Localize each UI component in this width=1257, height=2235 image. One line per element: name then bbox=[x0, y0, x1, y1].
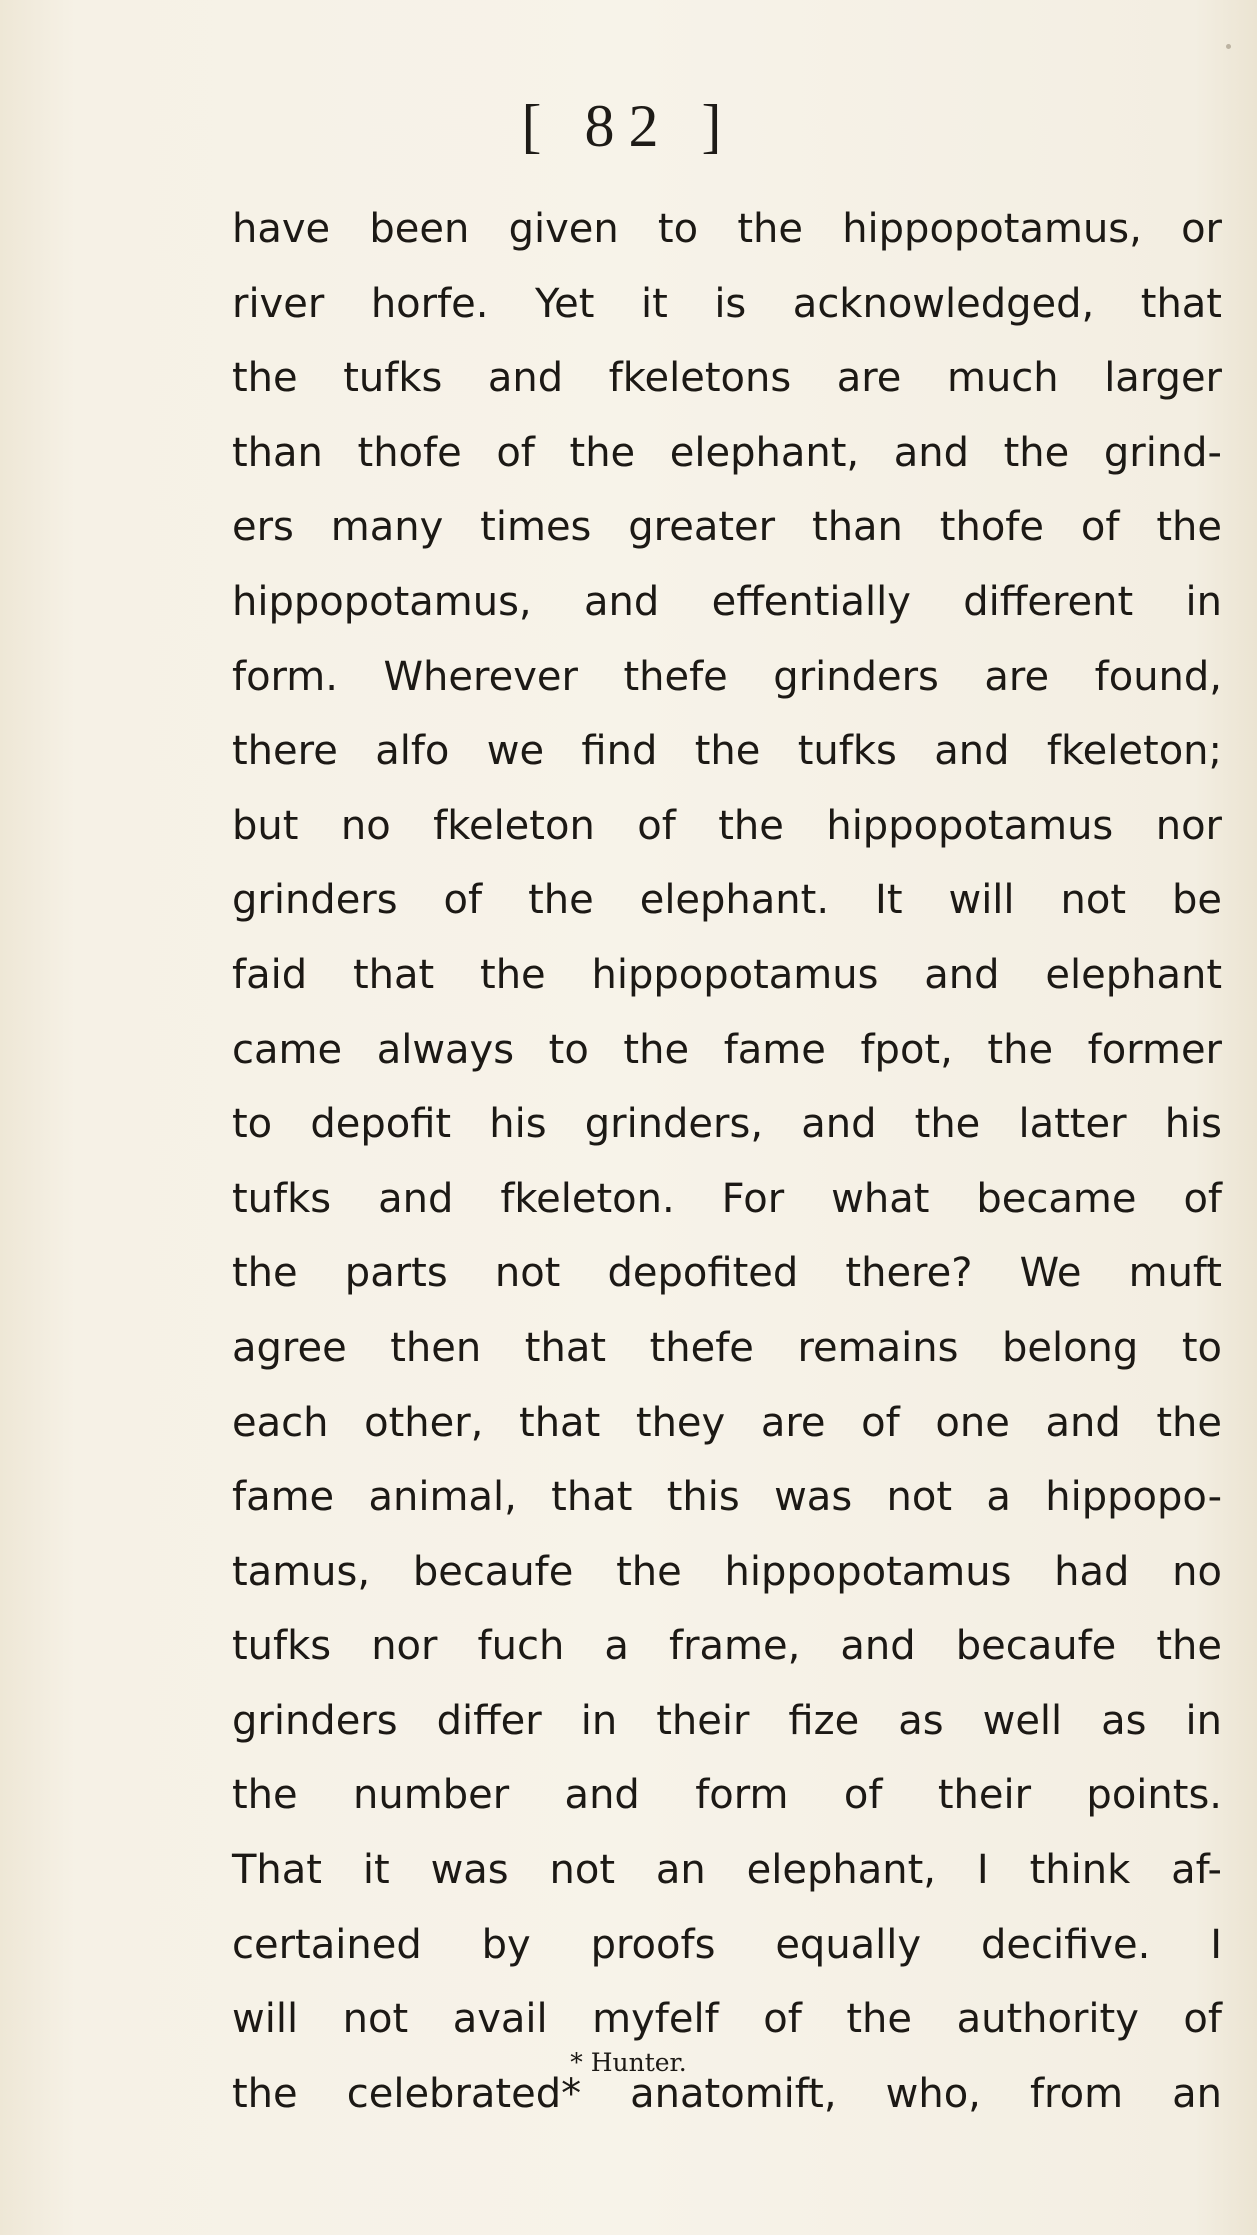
text-line: have been given to the hippopotamus, or bbox=[232, 206, 1222, 252]
text-line: grinders of the elephant. It will not be bbox=[232, 877, 1222, 924]
text-line: the parts not depofited there? We muft bbox=[232, 1250, 1222, 1297]
text-line: to depofit his grinders, and the latter his bbox=[232, 1101, 1222, 1148]
text-line: but no fkeleton of the hippopotamus nor bbox=[232, 802, 1222, 849]
body-text bbox=[232, 192, 1222, 2131]
text-line: will not avail myfelf of the authority of bbox=[232, 1996, 1222, 2043]
text-line: ers many times greater than thofe of the bbox=[232, 504, 1222, 551]
text-line: tufks nor fuch a frame, and becaufe the bbox=[232, 1623, 1222, 1670]
text-line: there alfo we find the tufks and fkeleton; bbox=[232, 728, 1222, 775]
text-line: each other, that they are of one and the bbox=[232, 1399, 1222, 1446]
text-line: faid that the hippopotamus and elephant bbox=[232, 951, 1222, 998]
text-line: hippopotamus, and effentially different in bbox=[232, 578, 1222, 625]
text-line: form. Wherever thefe grinders are found, bbox=[232, 653, 1222, 700]
footnote: * Hunter. bbox=[570, 2048, 687, 2077]
text-line: tufks and fkeleton. For what became of bbox=[232, 1175, 1222, 1222]
text-line: tamus, becaufe the hippopotamus had no bbox=[232, 1548, 1222, 1595]
text-line: fame animal, that this was not a hippopo- bbox=[232, 1474, 1222, 1521]
text-line: than thofe of the elephant, and the grind- bbox=[232, 429, 1222, 476]
text-line: agree then that thefe remains belong to bbox=[232, 1324, 1222, 1371]
text-line: river horfe. Yet it is acknowledged, that bbox=[232, 280, 1222, 327]
text-line: grinders differ in their fize as well as in bbox=[232, 1697, 1222, 1744]
text-line: the tufks and fkeletons are much larger bbox=[232, 355, 1222, 402]
text-line: the number and form of their points. bbox=[232, 1772, 1222, 1819]
text-line: certained by proofs equally decifive. I bbox=[232, 1921, 1222, 1968]
page-number: [ 82 ] bbox=[521, 93, 736, 159]
text-line: the celebrated* anatomift, who, from an bbox=[232, 2070, 1222, 2117]
paper-speck bbox=[1226, 44, 1231, 49]
text-line: came always to the fame fpot, the former bbox=[232, 1026, 1222, 1073]
text-line: That it was not an elephant, I think af- bbox=[232, 1847, 1222, 1894]
